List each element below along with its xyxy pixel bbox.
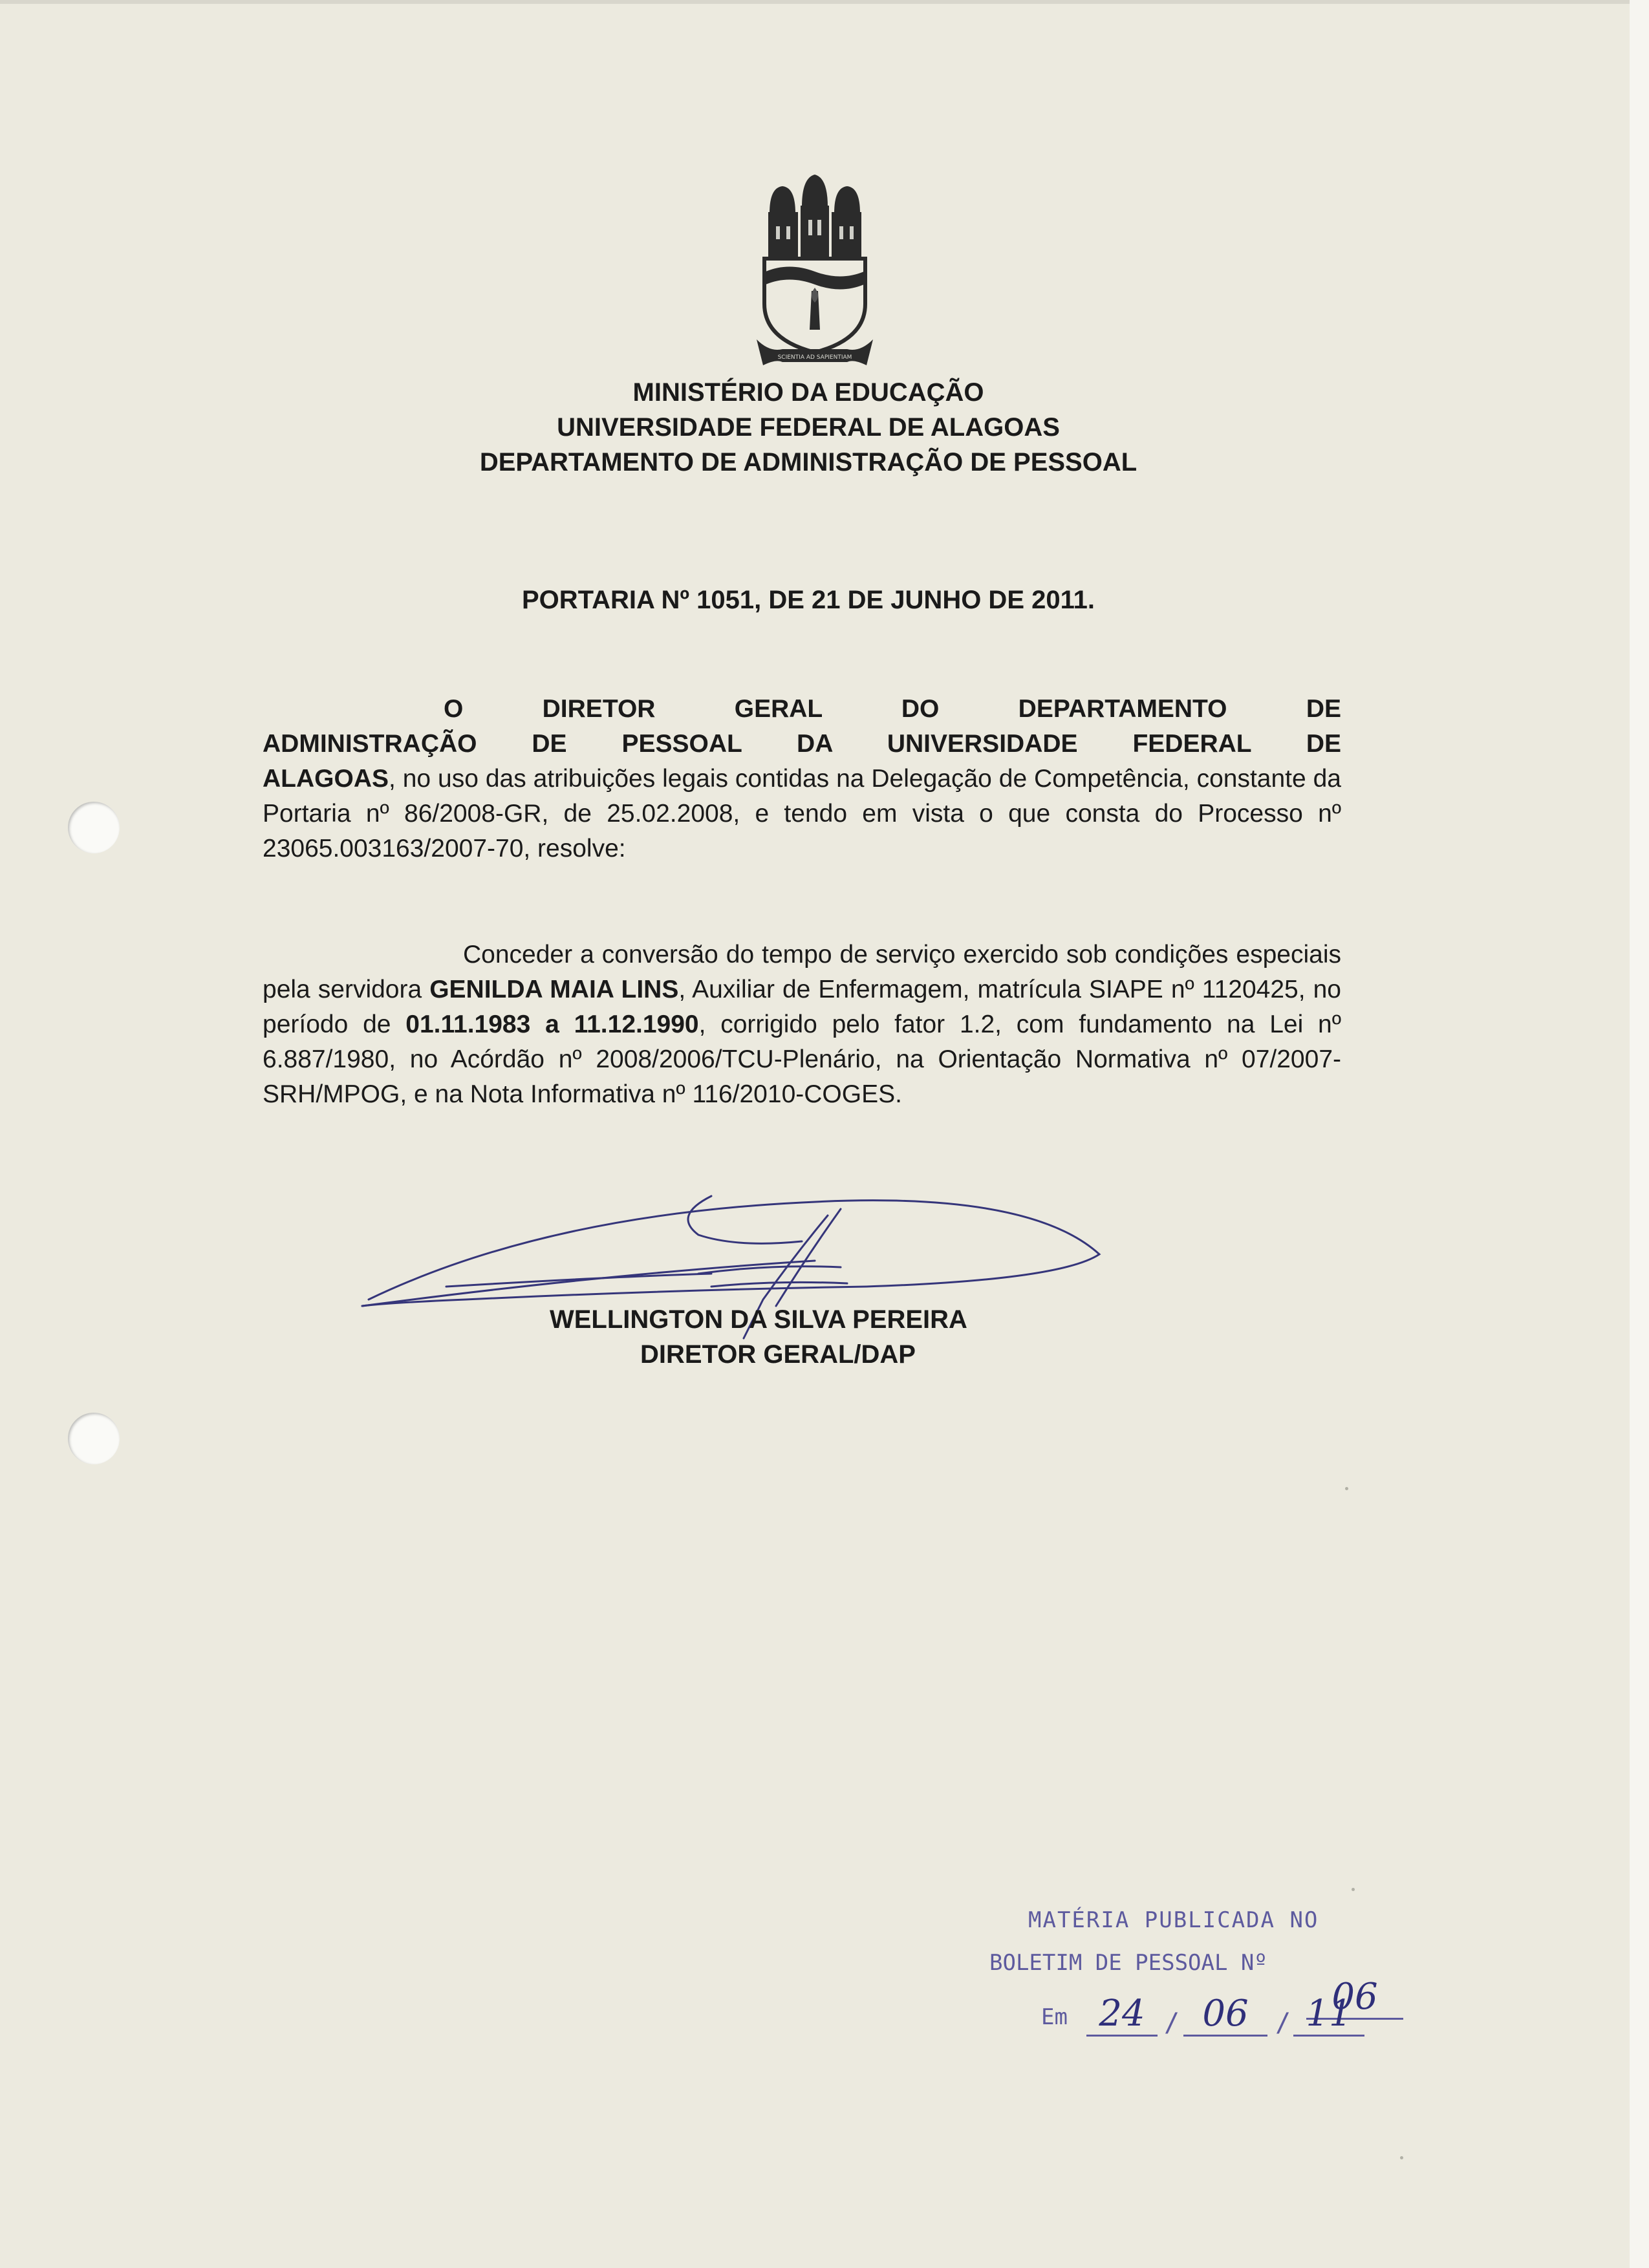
preamble-bold-line-1: O DIRETOR GERAL DO DEPARTAMENTO DE [444, 695, 1341, 723]
preamble-text: , no uso das atribuições legais contidas na Delegação de Competência, constante da Portaria nº 86/2008-GR, de 25.02.2008, e tendo em vista o que consta do Processo nº 23065.003163/2007-70, resolve: [263, 765, 1341, 862]
service-period: 01.11.1983 a 11.12.1990 [405, 1011, 699, 1038]
paper-speck [1352, 1888, 1355, 1891]
university-crest-logo [757, 175, 873, 372]
department-heading: DEPARTAMENTO DE ADMINISTRAÇÃO DE PESSOAL [479, 448, 1137, 476]
ministry-heading: MINISTÉRIO DA EDUCAÇÃO [632, 378, 984, 407]
preamble-paragraph [263, 692, 1341, 866]
paper-right-edge [1630, 0, 1649, 2268]
publication-stamp [989, 1907, 1416, 2049]
preamble-bold-line-2: ADMINISTRAÇÃO DE PESSOAL DA UNIVERSIDADE FEDERAL DE [263, 730, 1341, 758]
stamp-slash: / [1275, 2008, 1291, 2038]
stamp-bulletin-number: 06 [1306, 1976, 1403, 2020]
resolution-text-3: , corrigido pelo fator 1.2, com fundamento na Lei nº 6.887/1980, no Acórdão nº 2008/2006/TCU-Plenário, na Orientação Normativa nº 07/2007-SRH/MPOG, e na Nota Informativa nº 116/2010-COGES. [263, 1011, 1341, 1108]
paper-speck [1400, 2156, 1403, 2159]
university-heading: UNIVERSIDADE FEDERAL DE ALAGOAS [557, 413, 1060, 442]
stamp-line-3 [1041, 1993, 1352, 2038]
crest-motto: SCIENTIA AD SAPIENTIAM [777, 354, 852, 361]
stamp-boletim-label: BOLETIM DE PESSOAL Nº [989, 1950, 1267, 1976]
resolution-text-2: , Auxiliar de Enfermagem, matrícula SIAPE nº 1120425, no período de [263, 976, 1341, 1038]
stamp-em-label: Em [1041, 2004, 1068, 2030]
stamp-year: 11 [1293, 1993, 1364, 2037]
stamp-month: 06 [1183, 1993, 1267, 2037]
paper-top-edge [0, 0, 1649, 4]
stamp-day: 24 [1086, 1993, 1158, 2037]
punch-hole-top [68, 802, 120, 853]
letterhead [0, 375, 1617, 480]
portaria-title: PORTARIA Nº 1051, DE 21 DE JUNHO DE 2011. [521, 586, 1095, 614]
signatory-name: WELLINGTON DA SILVA PEREIRA [550, 1305, 967, 1334]
paper-speck [1345, 1487, 1348, 1490]
resolution-text-1: Conceder a conversão do tempo de serviço exercido sob condições especiais pela servidora [263, 941, 1341, 1003]
punch-hole-bottom [68, 1413, 120, 1464]
signature-block [550, 1302, 1054, 1372]
stamp-line-1: MATÉRIA PUBLICADA NO [1028, 1907, 1319, 1933]
signatory-title: DIRETOR GERAL/DAP [640, 1340, 916, 1369]
stamp-slash: / [1164, 2008, 1180, 2038]
preamble-bold-line-3: ALAGOAS [263, 765, 389, 793]
employee-name: GENILDA MAIA LINS [429, 976, 679, 1003]
resolution-paragraph [263, 937, 1341, 1112]
